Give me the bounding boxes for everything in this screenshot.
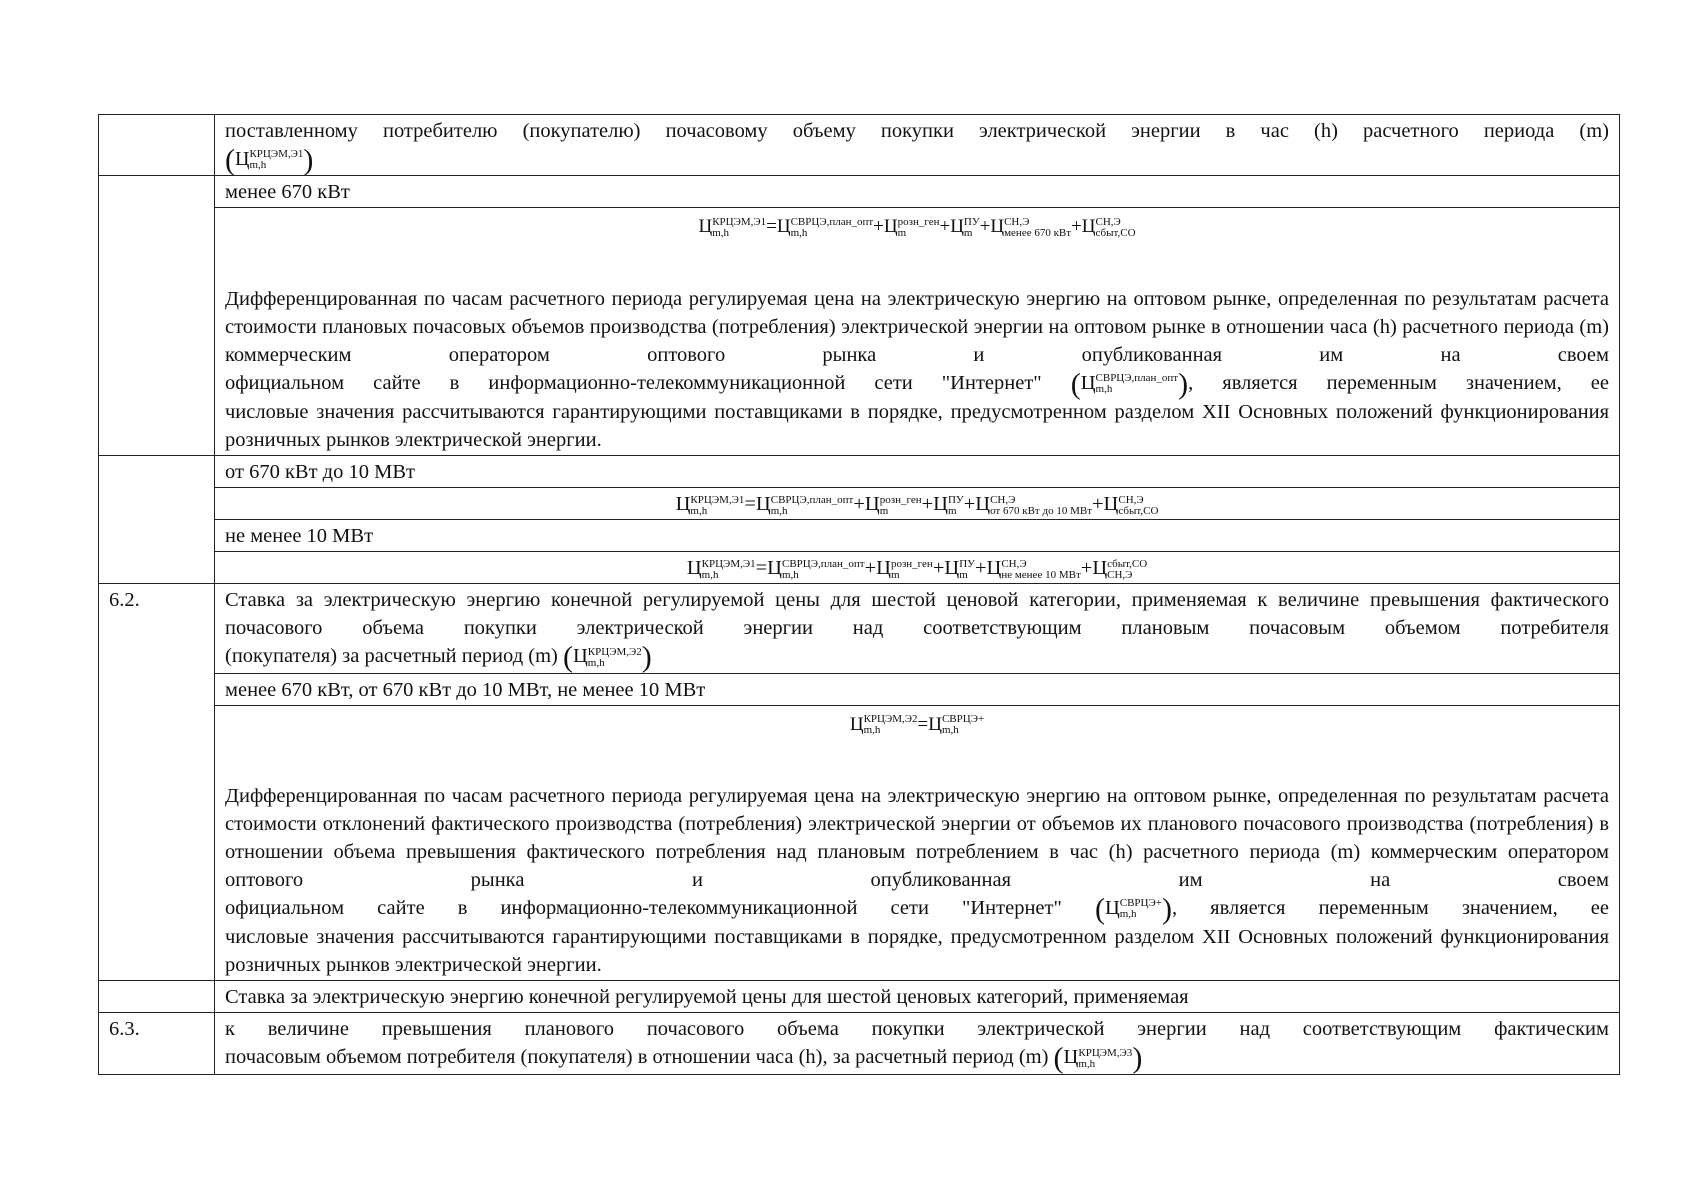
- table-row: [99, 552, 1620, 584]
- category-label: менее 670 кВт: [215, 176, 1620, 208]
- table-row: [99, 584, 1620, 673]
- section-6-3-text: к величине превышения планового почасового объема покупки электрической энергии над соответствующим фактическим почасовым объемом потребителя (покупателя) в отношении часа (h), за расчетный период (m) (Ц КРЦЭМ,Э3 m,h ): [215, 1013, 1620, 1074]
- table-row: [99, 208, 1620, 456]
- tariff-table: [98, 114, 1620, 1075]
- table-row: [99, 488, 1620, 520]
- table-row: [99, 456, 1620, 488]
- price-symbol: (Ц КРЦЭМ,Э1 m,h ): [225, 143, 314, 177]
- formula-3: Ц КРЦЭМ,Э1 m,h =Ц СВРЦЭ,план_опт m,h +Ц розн_ген m +Ц ПУ m +Ц СН,Э не менее 10 МВт +Ц сбыт,СО СН,Э: [215, 552, 1620, 584]
- formula-cell: [215, 208, 1620, 456]
- row-text: поставленному потребителю (покупателю) почасовому объему покупки электрической энергии в час (h) расчетного периода (m): [225, 120, 1609, 142]
- section-6-2-text: Ставка за электрическую энергию конечной регулируемой цены для шестой ценовой категории, применяемая к величине превышения фактического почасового объема покупки электрической энергии над соответствующим плановым почасовым объемом потребителя (покупателя) за расчетный период (m) (Ц КРЦЭМ,Э2 m,h ): [215, 584, 1620, 673]
- number-cell: [99, 552, 215, 584]
- number-cell: [99, 488, 215, 520]
- number-cell: [99, 673, 215, 705]
- text-cell: [215, 115, 1620, 176]
- number-cell: [99, 115, 215, 176]
- table-row: [99, 673, 1620, 705]
- formula-1: Ц КРЦЭМ,Э1 m,h =Ц СВРЦЭ,план_опт m,h +Ц розн_ген m +Ц ПУ m +Ц СН,Э менее 670 кВт +Ц СН,Э сбыт,СО: [698, 215, 1136, 239]
- category-label: от 670 кВт до 10 МВт: [215, 456, 1620, 488]
- number-cell: [99, 176, 215, 208]
- number-cell: [99, 456, 215, 488]
- table-row: [99, 520, 1620, 552]
- category-label: не менее 10 МВт: [215, 520, 1620, 552]
- number-cell: [99, 981, 215, 1013]
- table-row: [99, 981, 1620, 1013]
- definition-paragraph-1: Дифференцированная по часам расчетного периода регулируемая цена на электрическую энергию на оптовом рынке, определенная по результатам расчета стоимости плановых почасовых объемов производства (потребления) электрической энергии на оптовом рынке в отношении часа (h) расчетного периода (m) коммерческим оператором оптового рынка и опубликованная им на своем официальном сайте в информационно-телекоммуникационной сети "Интернет" (Ц СВРЦЭ,план_опт m,h ), является переменным значением, ее числовые значения рассчитываются гарантирующими поставщиками в порядке, предусмотренном разделом XII Основных положений функционирования розничных рынков электрической энергии.: [225, 287, 1609, 452]
- number-cell: [99, 520, 215, 552]
- number-cell: [99, 208, 215, 456]
- section-number-6-3: 6.3.: [99, 1013, 215, 1074]
- table-row: [99, 705, 1620, 981]
- category-label: менее 670 кВт, от 670 кВт до 10 МВт, не менее 10 МВт: [215, 673, 1620, 705]
- formula-cell: [215, 705, 1620, 981]
- row-text: Ставка за электрическую энергию конечной регулируемой цены для шестой ценовых категорий, применяемая: [215, 981, 1620, 1013]
- number-cell: [99, 705, 215, 981]
- formula-4: Ц КРЦЭМ,Э2 m,h =Ц СВРЦЭ+ m,h: [849, 713, 985, 737]
- table-row: [99, 1013, 1620, 1074]
- section-number-6-2: 6.2.: [99, 584, 215, 673]
- table-row: [99, 176, 1620, 208]
- definition-paragraph-2: Дифференцированная по часам расчетного периода регулируемая цена на электрическую энергию на оптовом рынке, определенная по результатам расчета стоимости отклонений фактического производства (потребления) электрической энергии от объемов их планового почасового производства (потребления) в отношении объема превышения фактического потребления над плановым потреблением в час (h) расчетного периода (m) коммерческим оператором оптового рынка и опубликованная им на своем официальном сайте в информационно-телекоммуникационной сети "Интернет" (Ц СВРЦЭ+ m,h ), является переменным значением, ее числовые значения рассчитываются гарантирующими поставщиками в порядке, предусмотренном разделом XII Основных положений функционирования розничных рынков электрической энергии.: [225, 785, 1609, 977]
- table-row: [99, 115, 1620, 176]
- formula-2: Ц КРЦЭМ,Э1 m,h =Ц СВРЦЭ,план_опт m,h +Ц розн_ген m +Ц ПУ m +Ц СН,Э от 670 кВт до 10 МВт +Ц СН,Э сбыт,СО: [215, 488, 1620, 520]
